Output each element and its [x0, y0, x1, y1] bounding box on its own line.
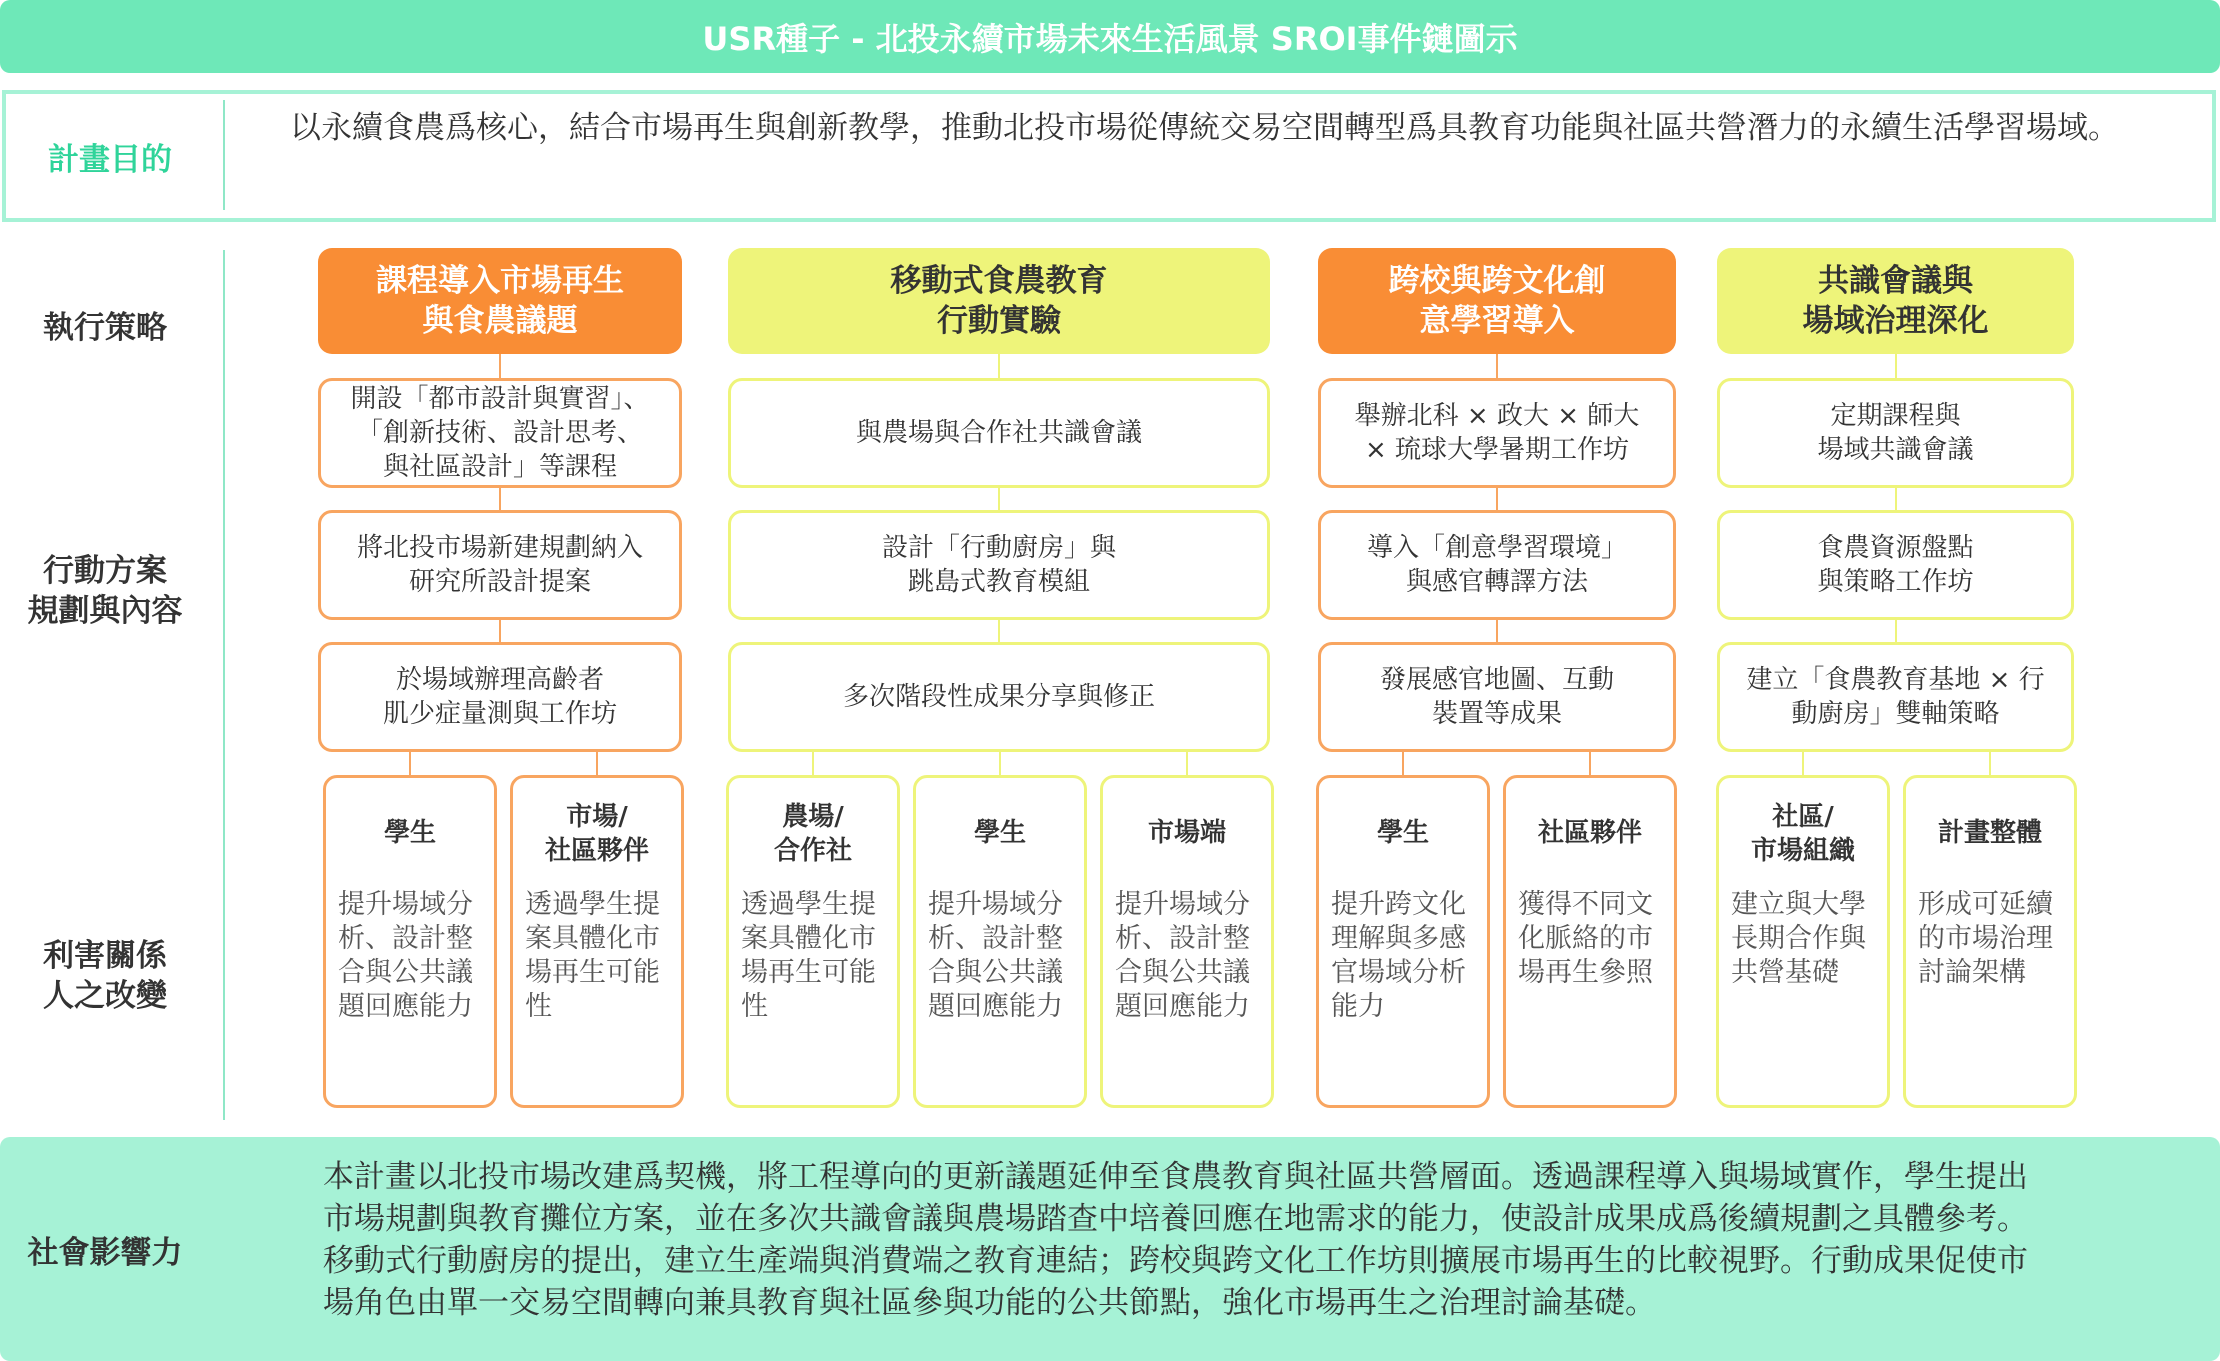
action-text — [1817, 531, 1973, 599]
connector-line — [998, 354, 1000, 378]
stakeholder-name-line: 市場組織 — [1750, 836, 1855, 866]
action-line: × 琉球大學暑期工作坊 — [1364, 435, 1630, 465]
strategy-header-line: 意學習導入 — [1419, 303, 1575, 339]
strategy-header-line: 行動實驗 — [937, 303, 1061, 339]
connector-line — [1895, 354, 1897, 378]
stakeholder-change-line: 理解與多感 — [1331, 923, 1466, 954]
strategy-header — [318, 248, 682, 354]
stakeholder-name — [1506, 816, 1674, 850]
impact-line: 市場規劃與教育攤位方案，並在多次共識會議與農場踏查中培養回應在地需求的能力，使設計成果成爲後續規劃之具體參考。 — [323, 1201, 2028, 1237]
connector-line — [998, 488, 1000, 510]
stakeholder-change — [525, 888, 673, 1024]
stakeholder-change — [1518, 888, 1666, 990]
page-title: USR種子 - 北投永續市場未來生活風景 SROI事件鏈圖示 — [0, 0, 2220, 73]
stakeholder-change-line: 形成可延續 — [1918, 889, 2053, 920]
stakeholder-name — [1719, 800, 1887, 868]
stakeholder-name-line: 市場端 — [1147, 818, 1226, 848]
impact-text — [323, 1156, 2183, 1324]
connector-line — [1496, 488, 1498, 510]
stakeholder-change-line: 化脈絡的市 — [1518, 923, 1653, 954]
strategy-header-text — [1389, 261, 1606, 341]
purpose-divider — [223, 100, 225, 210]
connector-line — [596, 752, 598, 775]
stakeholder-change-line: 析、設計整 — [1115, 923, 1250, 954]
action-text — [1367, 531, 1627, 599]
action-text — [350, 382, 649, 484]
stakeholder-name-line: 學生 — [973, 818, 1026, 848]
connector-line — [1802, 752, 1804, 775]
stakeholder-name-line: 學生 — [383, 818, 436, 848]
action-line: 設計「行動廚房」與 — [881, 533, 1116, 563]
stakeholder-name — [1103, 816, 1271, 850]
stakeholder-box — [323, 775, 497, 1108]
stakeholder-name-line: 社區/ — [1772, 802, 1834, 832]
stakeholder-change-line: 長期合作與 — [1731, 923, 1866, 954]
action-box — [318, 642, 682, 752]
action-line: 場域共識會議 — [1817, 435, 1974, 465]
action-text — [856, 416, 1142, 450]
purpose-label: 計畫目的 — [48, 141, 172, 178]
strategy-header-line: 課程導入市場再生 — [376, 263, 624, 299]
stakeholder-change — [1331, 888, 1479, 1024]
action-text — [843, 680, 1155, 714]
stakeholder-change-line: 獲得不同文 — [1518, 889, 1653, 920]
stakeholder-name — [326, 816, 494, 850]
action-line: 於場域辦理高齡者 — [395, 665, 604, 695]
stakeholder-change-line: 透過學生提 — [525, 889, 660, 920]
action-line: 與感官轉譯方法 — [1405, 567, 1588, 597]
action-text — [357, 531, 643, 599]
row-label-strategy: 執行策略 — [43, 310, 167, 346]
stakeholder-change-line: 提升場域分 — [338, 889, 473, 920]
connector-line — [999, 752, 1001, 775]
action-text — [1746, 663, 2044, 731]
action-text — [1817, 399, 1973, 467]
action-box — [728, 378, 1270, 488]
stakeholder-change-line: 題回應能力 — [928, 991, 1063, 1022]
stakeholder-name — [1319, 816, 1487, 850]
stakeholder-change-line: 析、設計整 — [928, 923, 1063, 954]
action-line: 與農場與合作社共識會議 — [855, 418, 1142, 448]
stakeholder-change-line: 場再生參照 — [1518, 957, 1653, 988]
stakeholder-change-line: 提升跨文化 — [1331, 889, 1466, 920]
action-box — [1717, 642, 2074, 752]
stakeholder-change-line: 合與公共議 — [338, 957, 473, 988]
stakeholder-change — [338, 888, 486, 1024]
impact-line: 本計畫以北投市場改建爲契機，將工程導向的更新議題延伸至食農教育與社區共營層面。透過課程導入與場域實作，學生提出 — [323, 1159, 2028, 1195]
stakeholder-change-line: 性 — [525, 991, 552, 1022]
connector-line — [1496, 620, 1498, 642]
action-box — [1717, 378, 2074, 488]
stakeholder-box — [1903, 775, 2077, 1108]
stakeholder-change-line: 官場域分析 — [1331, 957, 1466, 988]
stakeholder-change — [928, 888, 1076, 1024]
action-line: 食農資源盤點 — [1817, 533, 1974, 563]
stakeholder-change-line: 場再生可能 — [525, 957, 660, 988]
action-line: 導入「創意學習環境」 — [1366, 533, 1627, 563]
action-line: 肌少症量測與工作坊 — [382, 699, 617, 729]
stakeholder-change-line: 性 — [741, 991, 768, 1022]
strategy-header — [1318, 248, 1676, 354]
action-text — [383, 663, 617, 731]
stakeholder-name-line: 計畫整體 — [1937, 818, 2042, 848]
connector-line — [1402, 752, 1404, 775]
stakeholder-name-line: 合作社 — [773, 836, 852, 866]
strategy-header-line: 移動式食農教育 — [890, 263, 1108, 299]
row-label-stakeholders — [0, 936, 210, 1016]
action-line: 與社區設計」等課程 — [382, 452, 617, 482]
action-box — [1717, 510, 2074, 620]
stakeholder-name-line: 市場/ — [566, 802, 628, 832]
connector-line — [1895, 620, 1897, 642]
action-line: 裝置等成果 — [1431, 699, 1562, 729]
row-label-actions — [0, 551, 210, 631]
connector-line — [1989, 752, 1991, 775]
stakeholder-change-line: 透過學生提 — [741, 889, 876, 920]
action-box — [728, 510, 1270, 620]
connector-line — [1589, 752, 1591, 775]
strategy-header-line: 跨校與跨文化創 — [1388, 263, 1606, 299]
connector-line — [998, 620, 1000, 642]
strategy-header — [728, 248, 1270, 354]
stakeholder-change — [741, 888, 889, 1024]
stakeholder-change-line: 討論架構 — [1918, 957, 2026, 988]
row-label-actions-line1: 行動方案 — [43, 553, 167, 589]
stakeholder-change-line: 題回應能力 — [1115, 991, 1250, 1022]
connector-line — [499, 488, 501, 510]
purpose-text: 以永續食農爲核心，結合市場再生與創新教學，推動北投市場從傳統交易空間轉型爲具教育功能與社區共營潛力的永續生活學習場域。 — [290, 110, 2119, 146]
strategy-header-line: 與食農議題 — [422, 303, 578, 339]
action-box — [1318, 642, 1676, 752]
stakeholder-box — [726, 775, 900, 1108]
connector-line — [499, 620, 501, 642]
strategy-header-line: 場域治理深化 — [1802, 303, 1989, 339]
stakeholder-name-line: 社區夥伴 — [1537, 818, 1642, 848]
connector-line — [1496, 354, 1498, 378]
stakeholder-change-line: 建立與大學 — [1731, 889, 1866, 920]
action-line: 舉辦北科 × 政大 × 師大 — [1354, 401, 1640, 431]
stakeholder-change — [1115, 888, 1263, 1024]
stakeholder-change-line: 能力 — [1331, 991, 1385, 1022]
action-line: 動廚房」雙軸策略 — [1791, 699, 2000, 729]
action-line: 研究所設計提案 — [408, 567, 591, 597]
stakeholder-change-line: 案具體化市 — [741, 923, 876, 954]
strategy-header-line: 共識會議與 — [1818, 263, 1973, 299]
action-line: 「創新技術、設計思考、 — [356, 418, 643, 448]
stakeholder-box — [1316, 775, 1490, 1108]
action-box — [318, 378, 682, 488]
row-label-stakeholders-line1: 利害關係 — [43, 938, 167, 974]
action-text — [1380, 663, 1614, 731]
action-line: 多次階段性成果分享與修正 — [842, 682, 1155, 712]
strategy-header-text — [891, 261, 1108, 341]
connector-line — [1186, 752, 1188, 775]
action-box — [1318, 510, 1676, 620]
stakeholder-change-line: 案具體化市 — [525, 923, 660, 954]
stakeholder-box — [913, 775, 1087, 1108]
row-label-actions-line2: 規劃與內容 — [27, 593, 183, 629]
action-line: 建立「食農教育基地 × 行 — [1746, 665, 2045, 695]
stakeholder-name — [916, 816, 1084, 850]
strategy-header — [1717, 248, 2074, 354]
stakeholder-box — [1503, 775, 1677, 1108]
action-line: 跳島式教育模組 — [907, 567, 1090, 597]
action-box — [1318, 378, 1676, 488]
impact-line: 場角色由單一交易空間轉向兼具教育與社區參與功能的公共節點，強化市場再生之治理討論基礎。 — [323, 1285, 1656, 1321]
stakeholder-name-line: 社區夥伴 — [544, 836, 649, 866]
stakeholder-name-line: 農場/ — [782, 802, 844, 832]
stakeholder-change-line: 析、設計整 — [338, 923, 473, 954]
action-line: 發展感官地圖、互動 — [1379, 665, 1614, 695]
action-line: 定期課程與 — [1830, 401, 1961, 431]
impact-label: 社會影響力 — [27, 1234, 183, 1271]
row-label-stakeholders-line2: 人之改變 — [43, 978, 167, 1014]
action-line: 將北投市場新建規劃納入 — [356, 533, 643, 563]
action-box — [728, 642, 1270, 752]
strategy-header-text — [1803, 261, 1989, 341]
action-box — [318, 510, 682, 620]
stakeholder-name — [513, 800, 681, 868]
stakeholder-change — [1918, 888, 2066, 990]
impact-line: 移動式行動廚房的提出，建立生產端與消費端之教育連結；跨校與跨文化工作坊則擴展市場再生的比較視野。行動成果促使市 — [323, 1243, 2028, 1279]
stakeholder-box — [1100, 775, 1274, 1108]
stakeholder-name — [1906, 816, 2074, 850]
stakeholder-change-line: 共營基礎 — [1731, 957, 1839, 988]
stakeholder-change-line: 的市場治理 — [1918, 923, 2053, 954]
connector-line — [812, 752, 814, 775]
stakeholder-name-line: 學生 — [1376, 818, 1429, 848]
stakeholder-change-line: 提升場域分 — [928, 889, 1063, 920]
connector-line — [1895, 488, 1897, 510]
strategy-header-text — [376, 261, 624, 341]
stakeholder-name — [729, 800, 897, 868]
stakeholder-change-line: 合與公共議 — [1115, 957, 1250, 988]
stakeholder-change — [1731, 888, 1879, 990]
stakeholder-change-line: 題回應能力 — [338, 991, 473, 1022]
connector-line — [409, 752, 411, 775]
stakeholder-box — [1716, 775, 1890, 1108]
stakeholder-change-line: 提升場域分 — [1115, 889, 1250, 920]
action-text — [882, 531, 1116, 599]
stakeholder-box — [510, 775, 684, 1108]
action-line: 開設「都市設計與實習」、 — [350, 384, 650, 414]
stakeholder-change-line: 場再生可能 — [741, 957, 876, 988]
action-line: 與策略工作坊 — [1817, 567, 1974, 597]
action-text — [1355, 399, 1640, 467]
connector-line — [499, 354, 501, 378]
row-label-divider — [223, 250, 225, 1120]
stakeholder-change-line: 合與公共議 — [928, 957, 1063, 988]
